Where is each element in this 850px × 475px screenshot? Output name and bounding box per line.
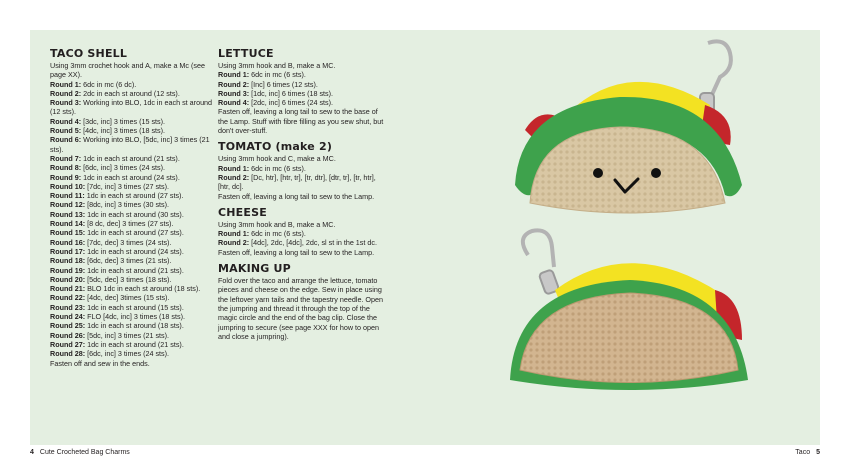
round-instruction: 2dc in each st around (12 sts). — [83, 88, 180, 98]
round-instruction: [7dc, dec] 3 times (24 sts). — [87, 237, 172, 247]
tomato-heading: TOMATO (make 2) — [218, 140, 333, 154]
round-line — [50, 182, 215, 191]
taco-shell-heading: TACO SHELL — [50, 47, 128, 60]
round-instruction: 1dc in each st around (21 sts). — [87, 339, 184, 349]
round-label: Round 19: — [50, 265, 86, 275]
top-taco-charm — [515, 41, 742, 213]
round-instruction: [6dc, inc] 3 times (24 sts). — [83, 163, 166, 173]
round-label: Round 4: — [218, 98, 250, 108]
round-label: Round 1: — [218, 70, 250, 80]
taco-shell-outro: Fasten off and sew in the ends. — [50, 358, 150, 368]
round-label: Round 9: — [50, 172, 82, 182]
round-instruction: 1dc in each st around (27 sts). — [87, 228, 184, 238]
round-label: Round 2: — [218, 238, 250, 248]
round-instruction: [7dc, inc] 3 times (27 sts). — [87, 181, 170, 191]
round-label: Round 2: — [218, 172, 250, 182]
round-instruction: [4dc, inc] 3 times (18 sts). — [83, 126, 166, 136]
round-line — [218, 238, 388, 247]
round-label: Round 20: — [50, 274, 86, 284]
round-label: Round 13: — [50, 209, 86, 219]
round-instruction: BLO 1dc in each st around (18 sts). — [87, 284, 201, 294]
round-line — [218, 229, 388, 238]
round-label: Round 3: — [50, 98, 82, 108]
round-label: Round 1: — [218, 229, 250, 239]
round-instruction: Working into BLO, 1dc in each st around (12 sts). — [50, 98, 213, 117]
round-label: Round 17: — [50, 246, 86, 256]
round-instruction: 1dc in each st around (21 sts). — [87, 265, 184, 275]
cheese-rounds — [218, 229, 388, 248]
round-instruction: 6dc in mc (6 sts). — [251, 229, 306, 239]
round-label: Round 11: — [50, 191, 85, 201]
round-line — [218, 70, 388, 79]
round-line — [50, 80, 215, 89]
round-label: Round 12: — [50, 200, 86, 210]
round-label: Round 16: — [50, 237, 86, 247]
round-line — [50, 219, 215, 228]
round-line — [50, 293, 215, 302]
round-instruction: 6dc in mc (6 dc). — [83, 79, 137, 89]
round-line — [50, 135, 215, 154]
round-instruction: 6dc in mc (6 sts). — [251, 163, 306, 173]
lettuce-intro: Using 3mm hook and B, make a MC. — [218, 61, 336, 70]
round-line — [50, 173, 215, 182]
round-instruction: 1dc in each st around (24 sts). — [83, 172, 180, 182]
round-line — [50, 126, 215, 135]
bag-clip-icon — [523, 230, 559, 294]
round-label: Round 6: — [50, 135, 82, 145]
tomato-rounds — [218, 164, 388, 192]
round-instruction: 1dc in each st around (15 sts). — [87, 302, 184, 312]
round-label: Round 25: — [50, 321, 86, 331]
round-label: Round 2: — [218, 79, 250, 89]
round-line — [50, 154, 215, 163]
round-line — [50, 191, 215, 200]
round-line — [50, 312, 215, 321]
round-line — [50, 303, 215, 312]
round-label: Round 24: — [50, 312, 86, 322]
round-instruction: [5dc, dec] 3 times (18 sts). — [87, 274, 172, 284]
components-column — [218, 48, 388, 341]
round-line — [50, 247, 215, 256]
tomato-intro: Using 3mm hook and C, make a MC. — [218, 154, 336, 164]
round-line — [50, 163, 215, 172]
lettuce-heading: LETTUCE — [218, 47, 274, 60]
round-instruction: [Inc] 6 times (12 sts). — [251, 79, 318, 89]
round-label: Round 4: — [50, 116, 82, 126]
round-instruction: 1dc in each st around (24 sts). — [87, 246, 184, 256]
round-line — [50, 331, 215, 340]
round-instruction: [5dc, inc] 3 times (21 sts). — [87, 330, 170, 340]
lettuce-outro: Fasten off, leaving a long tail to sew to the base of the Lamp. Stuff with fibre filling as you sew shut, but don't over-stuff. — [218, 107, 384, 136]
round-label: Round 27: — [50, 339, 86, 349]
bottom-taco-charm — [510, 230, 748, 390]
round-instruction: [6dc, inc] 3 times (24 sts). — [87, 349, 170, 359]
round-instruction: [4dc, dec] 3times (15 sts). — [87, 293, 170, 303]
round-label: Round 14: — [50, 219, 86, 229]
round-line — [50, 89, 215, 98]
round-instruction: 1dc in each st around (21 sts). — [83, 153, 180, 163]
tomato-outro: Fasten off, leaving a long tail to sew to the Lamp. — [218, 191, 375, 201]
round-line — [50, 349, 215, 358]
round-label: Round 1: — [218, 163, 250, 173]
round-line — [50, 200, 215, 209]
round-label: Round 21: — [50, 284, 86, 294]
round-label: Round 2: — [50, 88, 82, 98]
making-up-heading: MAKING UP — [218, 262, 291, 276]
round-label: Round 5: — [50, 126, 82, 136]
round-instruction: FLO [4dc, inc] 3 times (18 sts). — [87, 312, 186, 322]
round-line — [50, 275, 215, 284]
taco-shell-column — [50, 48, 215, 368]
round-label: Round 28: — [50, 349, 86, 359]
round-instruction: 6dc in mc (6 sts). — [251, 70, 306, 80]
round-label: Round 8: — [50, 163, 82, 173]
round-line — [218, 173, 388, 192]
round-line — [50, 321, 215, 330]
round-label: Round 3: — [218, 88, 250, 98]
taco-shell-intro: Using 3mm crochet hook and A, make a Mc (see page XX). — [50, 61, 205, 80]
round-line — [50, 238, 215, 247]
round-label: Round 18: — [50, 256, 86, 266]
round-line — [50, 117, 215, 126]
lettuce-rounds — [218, 70, 388, 107]
round-label: Round 1: — [50, 79, 82, 89]
round-line — [218, 164, 388, 173]
round-line — [218, 98, 388, 107]
round-label: Round 26: — [50, 330, 86, 340]
round-instruction: [6dc, dec] 3 times (21 sts). — [87, 256, 172, 266]
round-instruction: [1dc, inc] 6 times (18 sts). — [251, 88, 334, 98]
round-line — [218, 89, 388, 98]
round-line — [50, 210, 215, 219]
round-line — [50, 284, 215, 293]
round-line — [50, 266, 215, 275]
round-instruction: [3dc, inc] 3 times (15 sts). — [83, 116, 166, 126]
round-instruction: [2dc, inc] 6 times (24 sts). — [251, 98, 334, 108]
round-instruction: [8dc, inc] 3 times (30 sts). — [87, 200, 170, 210]
cheese-heading: CHEESE — [218, 205, 267, 219]
chapter-title: Taco — [795, 449, 811, 456]
round-line — [50, 98, 215, 117]
round-label: Round 7: — [50, 153, 82, 163]
round-line — [50, 228, 215, 237]
round-instruction: [Dc, htr], [htr, tr], [tr, dtr], [dtr, tr], [tr, htr], [htr, dc]. — [218, 172, 376, 192]
cheese-outro: Fasten off, leaving a long tail to sew to the Lamp. — [218, 247, 375, 257]
round-label: Round 22: — [50, 293, 86, 303]
round-instruction: 1dc in each st around (18 sts). — [87, 321, 184, 331]
round-line — [50, 340, 215, 349]
footer-right — [795, 449, 820, 456]
footer-left — [30, 449, 130, 456]
cheese-intro: Using 3mm hook and B, make a MC. — [218, 219, 336, 229]
round-instruction: 1dc in each st around (27 sts). — [86, 191, 184, 201]
round-instruction: [8 dc, dec] 3 times (27 sts). — [87, 219, 174, 229]
taco-shell-rounds — [50, 80, 215, 359]
left-page-number: 4 — [30, 449, 34, 456]
making-up-text: Fold over the taco and arrange the lettuce, tomato pieces and cheese on the edge. Sew in place using the leftover yarn tails and the tapestry needle. Open the jumpring and thread it through the top of the magic circle and the end of the bag clip. Close the jumpring to secure (see page XXX for how to open and close a jumpring). — [218, 276, 384, 341]
book-title: Cute Crocheted Bag Charms — [39, 449, 130, 456]
round-label: Round 15: — [50, 228, 86, 238]
round-instruction: [4dc], 2dc, [4dc], 2dc, sl st in the 1st dc. — [251, 238, 377, 248]
right-page-number: 5 — [816, 449, 820, 456]
round-line — [50, 256, 215, 265]
round-line — [218, 80, 388, 89]
round-label: Round 23: — [50, 302, 86, 312]
taco-charms-photo — [480, 35, 780, 420]
round-instruction: Working into BLO, [5dc, inc] 3 times (21 sts). — [50, 135, 210, 154]
round-label: Round 10: — [50, 181, 86, 191]
round-instruction: 1dc in each st around (30 sts). — [87, 209, 184, 219]
